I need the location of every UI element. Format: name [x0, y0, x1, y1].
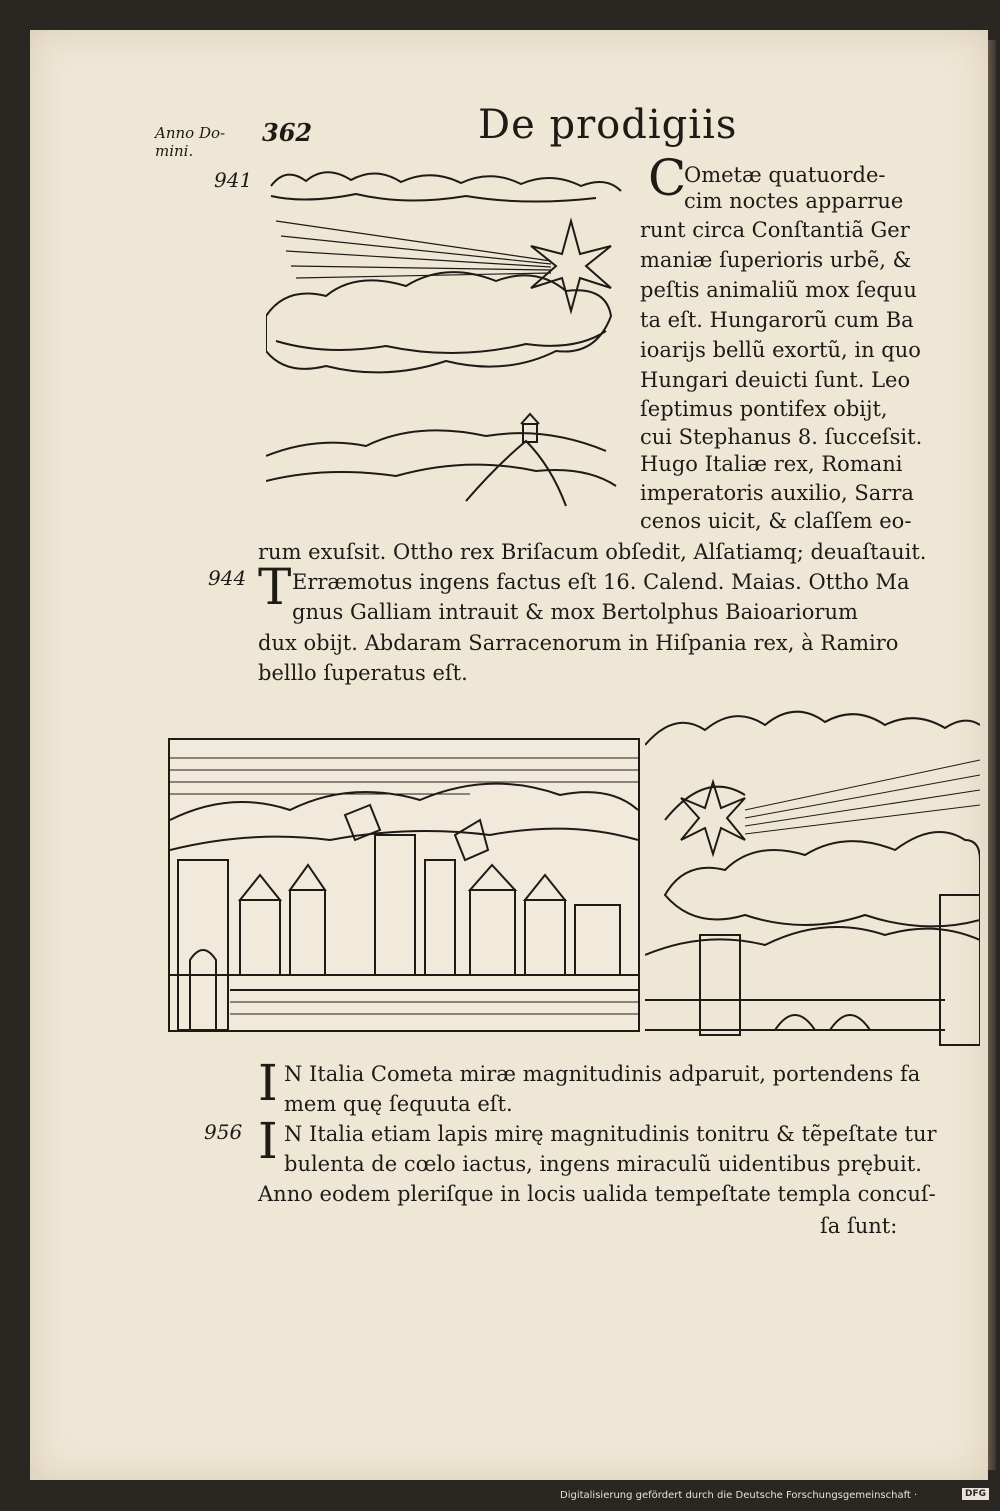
- text-line: N Italia etiam lapis mirę magnitudinis tonitru & tẽpeſtate tur: [284, 1122, 937, 1146]
- text-line: rum exuſsit. Ottho rex Briſacum obſedit, Alſatiamq; deuaſtauit.: [258, 540, 927, 564]
- text-line: dux obijt. Abdaram Sarracenorum in Hiſpania rex, à Ramiro: [258, 631, 899, 655]
- text-line: mem quę ſequuta eſt.: [284, 1092, 513, 1116]
- comet-woodcut-illustration: [266, 166, 628, 520]
- text-line: cenos uicit, & claſſem eo-: [640, 509, 912, 533]
- text-line: belllo ſuperatus eſt.: [258, 661, 468, 685]
- comet-town-woodcut: [645, 700, 980, 1055]
- margin-label-domini: mini.: [155, 142, 194, 160]
- text-line: ta eſt. Hungarorũ cum Ba: [640, 308, 914, 332]
- text-line: Erræmotus ingens factus eſt 16. Calend. Maias. Ottho Ma: [292, 570, 910, 594]
- text-line: Hugo Italiæ rex, Romani: [640, 452, 903, 476]
- comet-woodcut: [266, 166, 628, 520]
- page-number: 362: [262, 118, 313, 147]
- drop-initial-i: I: [258, 1054, 278, 1112]
- drop-initial-t: T: [258, 558, 292, 616]
- text-line: peſtis animaliũ mox ſequu: [640, 278, 917, 302]
- text-line: cui Stephanus 8. ſucceſsit.: [640, 425, 923, 449]
- text-line: maniæ ſuperioris urbẽ, &: [640, 248, 912, 272]
- text-line: cim noctes apparrue: [684, 189, 904, 213]
- dfg-logo: DFG: [962, 1488, 989, 1500]
- text-line: imperatoris auxilio, Sarra: [640, 481, 914, 505]
- text-line: Hungari deuicti ſunt. Leo: [640, 368, 911, 392]
- text-line: ioarijs bellũ exortũ, in quo: [640, 338, 921, 362]
- margin-label-anno: Anno Do-: [155, 124, 226, 142]
- text-line: Anno eodem pleriſque in locis ualida tempeſtate templa concuſ-: [258, 1182, 936, 1206]
- city-woodcut-illustration: [170, 740, 638, 1030]
- year-944: 944: [208, 566, 247, 590]
- drop-initial-i-2: I: [258, 1112, 278, 1170]
- text-line: bulenta de cœlo iactus, ingens miraculũ uidentibus prębuit.: [284, 1152, 922, 1176]
- text-line: Ometæ quatuorde-: [684, 163, 886, 187]
- text-line: gnus Galliam intrauit & mox Bertolphus Baioariorum: [292, 600, 858, 624]
- city-woodcut: [168, 738, 640, 1032]
- text-line: N Italia Cometa miræ magnitudinis adparuit, portendens fa: [284, 1062, 921, 1086]
- text-line: runt circa Conſtantiã Ger: [640, 218, 910, 242]
- digitization-credit: Digitalisierung gefördert durch die Deutsche Forschungsgemeinschaft ·: [560, 1490, 918, 1501]
- comet-town-woodcut-illustration: [645, 700, 980, 1055]
- drop-initial-c: C: [648, 149, 687, 207]
- text-line: ſeptimus pontifex obijt,: [640, 397, 888, 421]
- year-941: 941: [214, 168, 253, 192]
- page-title: De prodigiis: [478, 102, 738, 148]
- year-956: 956: [204, 1120, 243, 1144]
- text-line: ſa ſunt:: [820, 1214, 898, 1238]
